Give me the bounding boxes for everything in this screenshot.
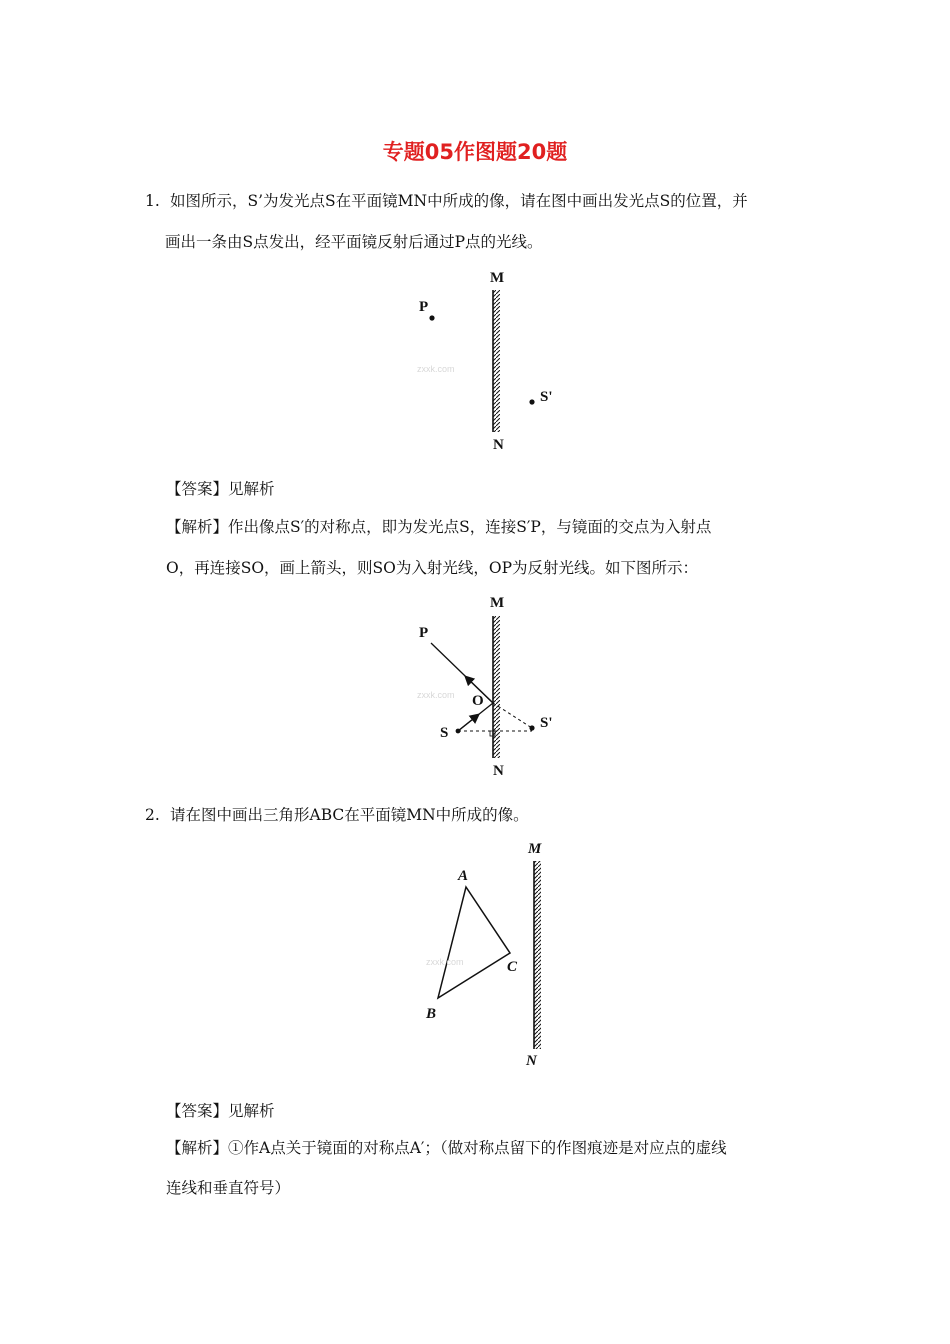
question-2-answer: 【答案】见解析 [166, 1102, 275, 1120]
fig2-label-s-prime: S' [540, 715, 553, 731]
fig1-label-p: P [419, 299, 429, 315]
question-1-text-line-1: 如图所示，S’为发光点S在平面镜MN中所成的像，请在图中画出发光点S的位置，并 [170, 192, 748, 210]
fig2-mirror-hatch [493, 616, 500, 758]
question-1-analysis-line-1: 【解析】作出像点S′的对称点，即为发光点S，连接S′P，与镜面的交点为入射点 [166, 518, 712, 536]
figure-1-mirror-diagram [400, 262, 580, 457]
question-1-analysis-line-2: O，再连接SO，画上箭头，则SO为入射光线，OP为反射光线。如下图所示： [166, 559, 698, 577]
fig1-watermark: zxxk.com [417, 364, 455, 374]
page-title: 专题05作图题20题 [382, 140, 568, 164]
fig2-incident-arrow [458, 715, 478, 731]
fig2-watermark: zxxk.com [417, 690, 455, 700]
fig3-label-b: B [426, 1006, 437, 1022]
fig1-label-m: M [490, 270, 505, 286]
question-2-analysis-line-1: 【解析】①作A点关于镜面的对称点A′；（做对称点留下的作图痕迹是对应点的虚线 [166, 1139, 727, 1157]
question-1-answer: 【答案】见解析 [166, 480, 275, 498]
question-1-number: 1. [145, 192, 160, 210]
fig2-label-p: P [419, 625, 429, 641]
fig3-label-c: C [507, 959, 518, 975]
figure-2-triangle-mirror [410, 835, 580, 1075]
fig1-label-s-prime: S' [540, 389, 553, 405]
fig2-label-m: M [490, 595, 505, 611]
fig3-mirror-hatch [534, 861, 541, 1049]
fig2-point-s-prime [529, 725, 534, 730]
fig3-label-n: N [526, 1053, 537, 1069]
fig1-mirror-hatch [493, 290, 500, 432]
question-2-number: 2. [145, 806, 160, 824]
question-1-text-line-2: 画出一条由S点发出，经平面镜反射后通过P点的光线。 [165, 233, 543, 251]
fig3-label-a: A [458, 868, 469, 884]
fig3-label-m: M [528, 841, 542, 857]
fig2-label-n: N [493, 763, 504, 779]
fig2-label-o: O [472, 693, 484, 709]
fig1-label-n: N [493, 437, 504, 453]
question-2-analysis-line-2: 连线和垂直符号） [166, 1179, 291, 1197]
fig3-watermark: zxxk.com [426, 957, 464, 967]
fig1-point-p [429, 315, 434, 320]
fig1-point-s-prime [529, 399, 534, 404]
triangle-abc [438, 887, 510, 998]
fig2-label-s: S [440, 725, 449, 741]
fig2-point-s [456, 729, 461, 734]
question-2-text-line-1: 请在图中画出三角形ABC在平面镜MN中所成的像。 [170, 806, 529, 824]
figure-1-answer-diagram [400, 588, 580, 783]
